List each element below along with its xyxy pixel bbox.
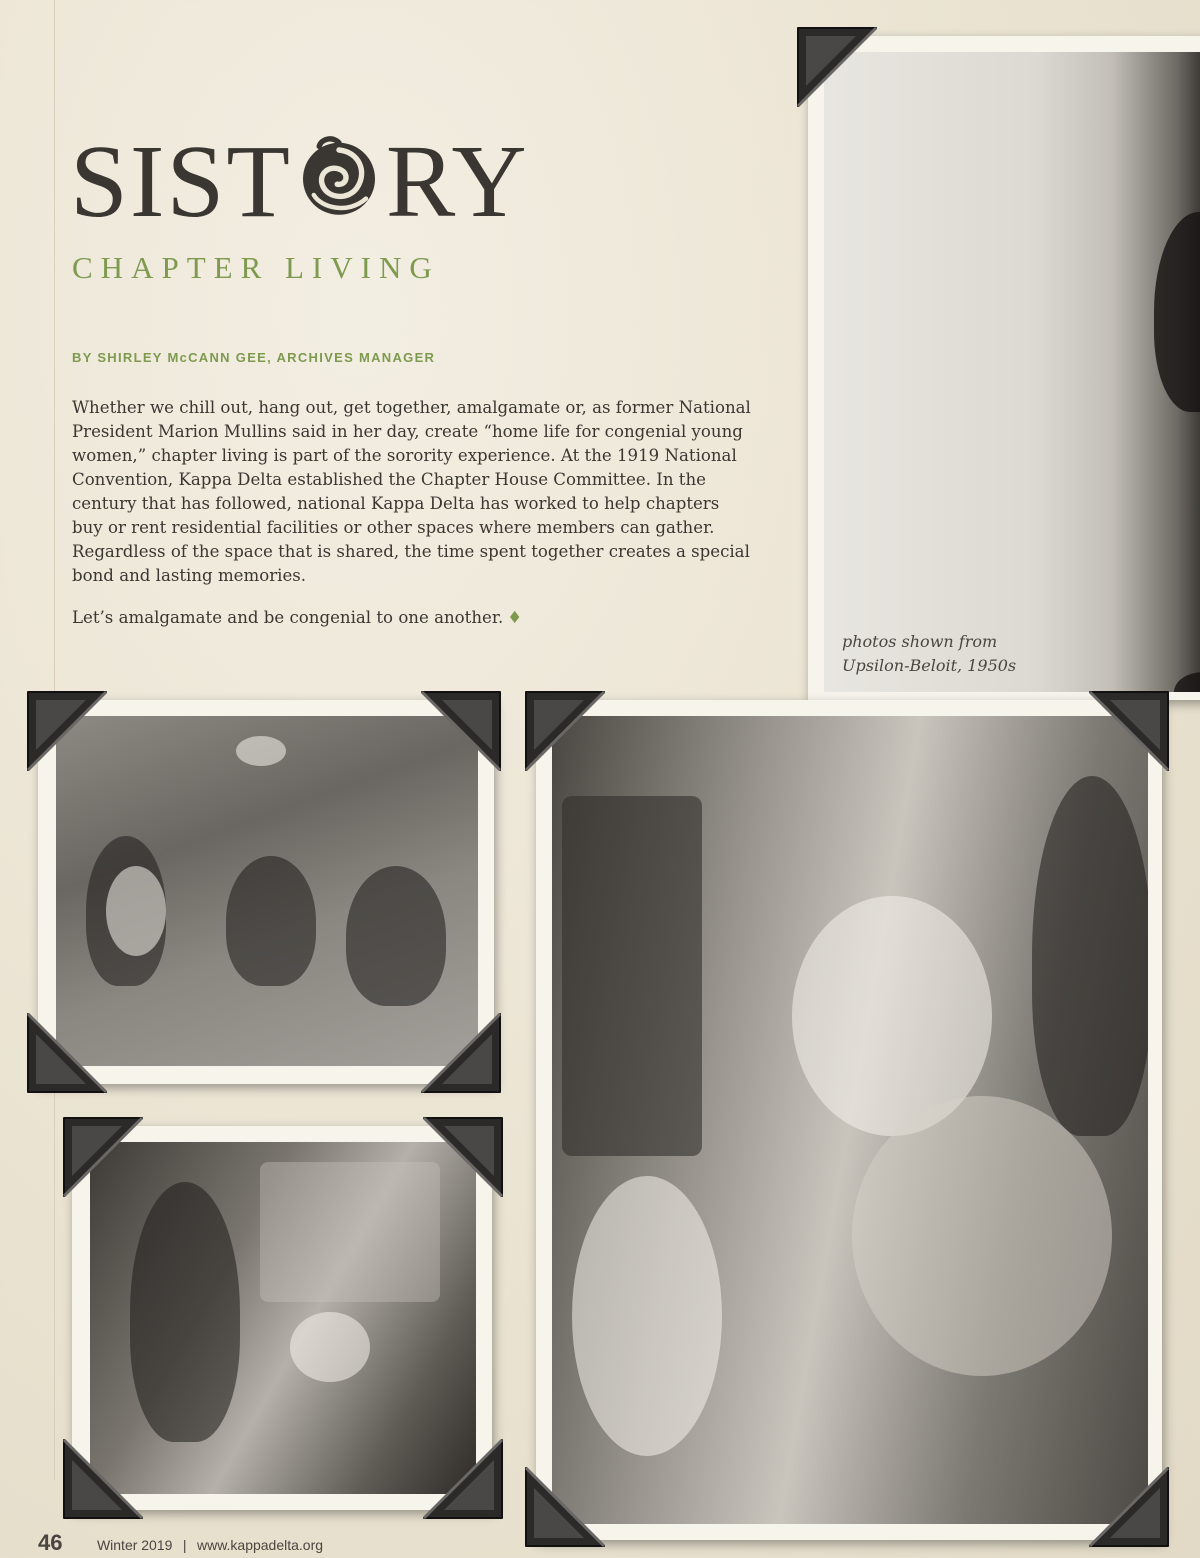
photo-caption xyxy=(842,630,1022,678)
photo-figure xyxy=(1174,672,1200,692)
photo-dress xyxy=(290,1312,370,1382)
title-left: SIST xyxy=(70,124,292,239)
photo-card-game xyxy=(56,716,478,1066)
photo-mirror-glass xyxy=(260,1162,440,1302)
photo-corner-icon xyxy=(418,1434,508,1524)
photo-figure xyxy=(1154,212,1200,412)
closing-text: Let’s amalgamate and be congenial to one another. xyxy=(72,608,504,627)
photo-figure xyxy=(130,1182,240,1442)
photo-corner-icon xyxy=(22,1008,112,1098)
photo-figure-highlight xyxy=(106,866,166,956)
footer xyxy=(38,1530,323,1556)
photo-figure xyxy=(1032,776,1148,1136)
byline: BY SHIRLEY McCANN GEE, ARCHIVES MANAGER xyxy=(72,350,436,365)
photo-corner-icon xyxy=(416,686,506,776)
caption-line-2: Upsilon-Beloit, 1950s xyxy=(842,656,1017,675)
page-number: 46 xyxy=(38,1530,63,1555)
photo-frame-large xyxy=(808,36,1200,700)
title-right: RY xyxy=(385,124,529,239)
photo-figure xyxy=(226,856,316,986)
photo-dorm-room xyxy=(824,52,1200,692)
closing-line xyxy=(72,608,522,627)
photo-frame-closet xyxy=(536,700,1162,1540)
photo-corner-icon xyxy=(1084,686,1174,776)
photo-corner-icon xyxy=(416,1008,506,1098)
photo-corner-icon xyxy=(1084,1462,1174,1552)
caption-line-1: photos shown from xyxy=(842,632,998,651)
photo-lamp xyxy=(236,736,286,766)
photo-corner-icon xyxy=(22,686,112,776)
photo-corner-icon xyxy=(58,1112,148,1202)
photo-figure xyxy=(346,866,446,1006)
photo-corner-icon xyxy=(520,686,610,776)
photo-figure xyxy=(572,1176,722,1456)
photo-closet xyxy=(552,716,1148,1524)
article-body: Whether we chill out, hang out, get together, amalgamate or, as former National President Marion Mullins said in her day, create “home life for congenial young women,” chapter living is part of the sorority experience. At the 1919 National Convention, Kappa Delta established the Chapter House Committee. In the century that has followed, national Kappa Delta has worked to help chapters buy or rent residential facilities or other spaces where members can gather. Regardless of the space that is shared, the time spent together creates a special bond and lasting memories. xyxy=(72,398,751,585)
page-title xyxy=(70,124,529,239)
photo-corner-icon xyxy=(792,22,882,112)
photo-corner-icon xyxy=(418,1112,508,1202)
photo-petticoat xyxy=(852,1096,1112,1376)
photo-coat xyxy=(562,796,702,1156)
rose-icon xyxy=(294,132,384,222)
photo-corner-icon xyxy=(58,1434,148,1524)
page-subtitle: CHAPTER LIVING xyxy=(72,250,440,285)
footer-separator: | xyxy=(182,1537,187,1553)
closing-mark: ♦ xyxy=(507,608,523,627)
photo-corner-icon xyxy=(520,1462,610,1552)
issue-label: Winter 2019 xyxy=(96,1537,173,1553)
website-link[interactable]: www.kappadelta.org xyxy=(196,1537,324,1553)
